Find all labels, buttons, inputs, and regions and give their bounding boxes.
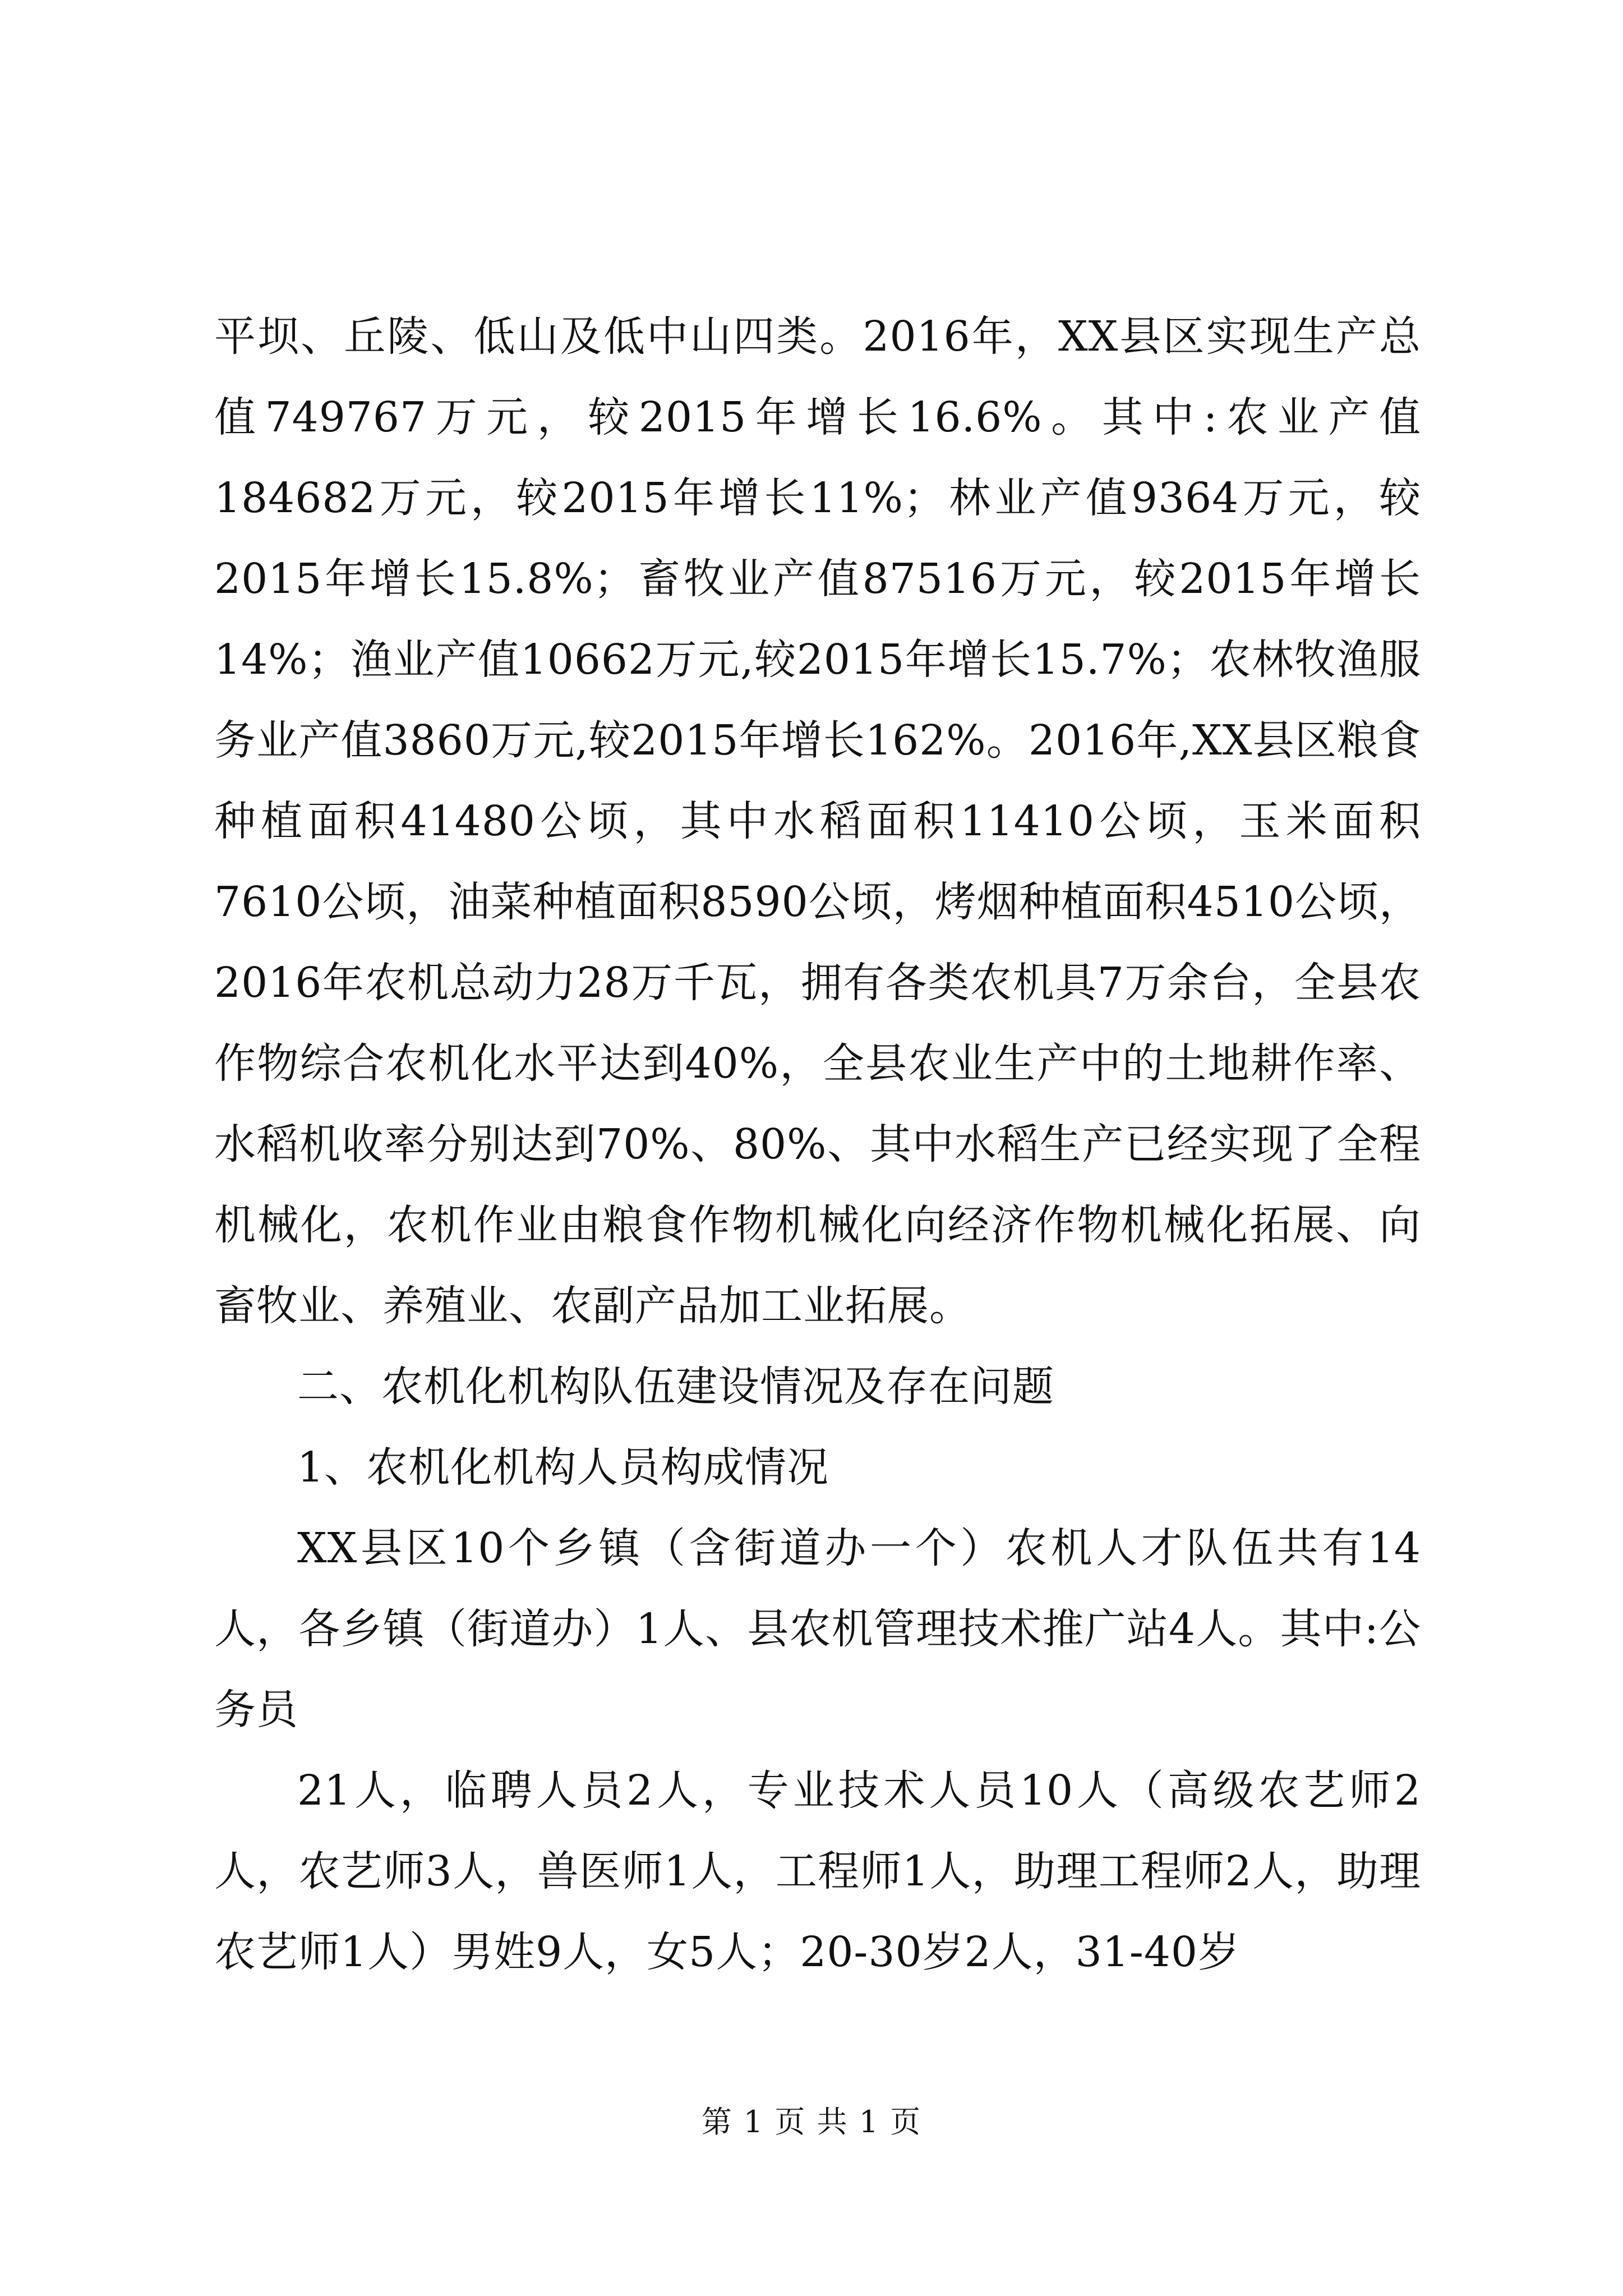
page-number-label: 第 1 页 共 1 页 xyxy=(701,2104,922,2139)
paragraph-output-value-statistics: 平坝、丘陵、低山及低中山四类。2016年，XX县区实现生产总值749767万元，较2015年增长16.6%。其中:农业产值184682万元，较2015年增长11%；林业产值9364万元，较2015年增长15.8%；畜牧业产值87516万元，较2015年增长14%；渔业产值10662万元,较2015年增长15.7%；农林牧渔服务业产值3860万元,较2015年增长162%。2016年,XX县区粮食种植面积41480公顷，其中水稻面积11410公顷，玉米面积7610公顷，油菜种植面积8590公顷，烤烟种植面积4510公顷，2016年农机总动力28万千瓦，拥有各类农机具7万余台，全县农作物综合农机化水平达到40%，全县农业生产中的土地耕作率、水稻机收率分别达到70%、80%、其中水稻生产已经实现了全程机械化，农机作业由粮食作物机械化向经济作物机械化拓展、向畜牧业、养殖业、农副产品加工业拓展。 xyxy=(214,312,1421,1330)
paragraph-staff-count: XX县区10个乡镇（含街道办一个）农机人才队伍共有14人，各乡镇（街道办）1人、县农机管理技术推广站4人。其中:公务员 xyxy=(214,1524,1421,1734)
paragraph-staff-breakdown: 21人，临聘人员2人，专业技术人员10人（高级农艺师2人，农艺师3人，兽医师1人，工程师1人，助理工程师2人，助理农艺师1人）男姓9人，女5人；20-30岁2人，31-40岁 xyxy=(214,1766,1421,1976)
subsection-heading-staff-composition: 1、农机化机构人员构成情况 xyxy=(297,1443,829,1492)
document-body xyxy=(214,296,1421,1993)
section-heading-team-building: 二、农机化机构队伍建设情况及存在问题 xyxy=(297,1363,1054,1411)
page-footer xyxy=(0,2102,1623,2142)
